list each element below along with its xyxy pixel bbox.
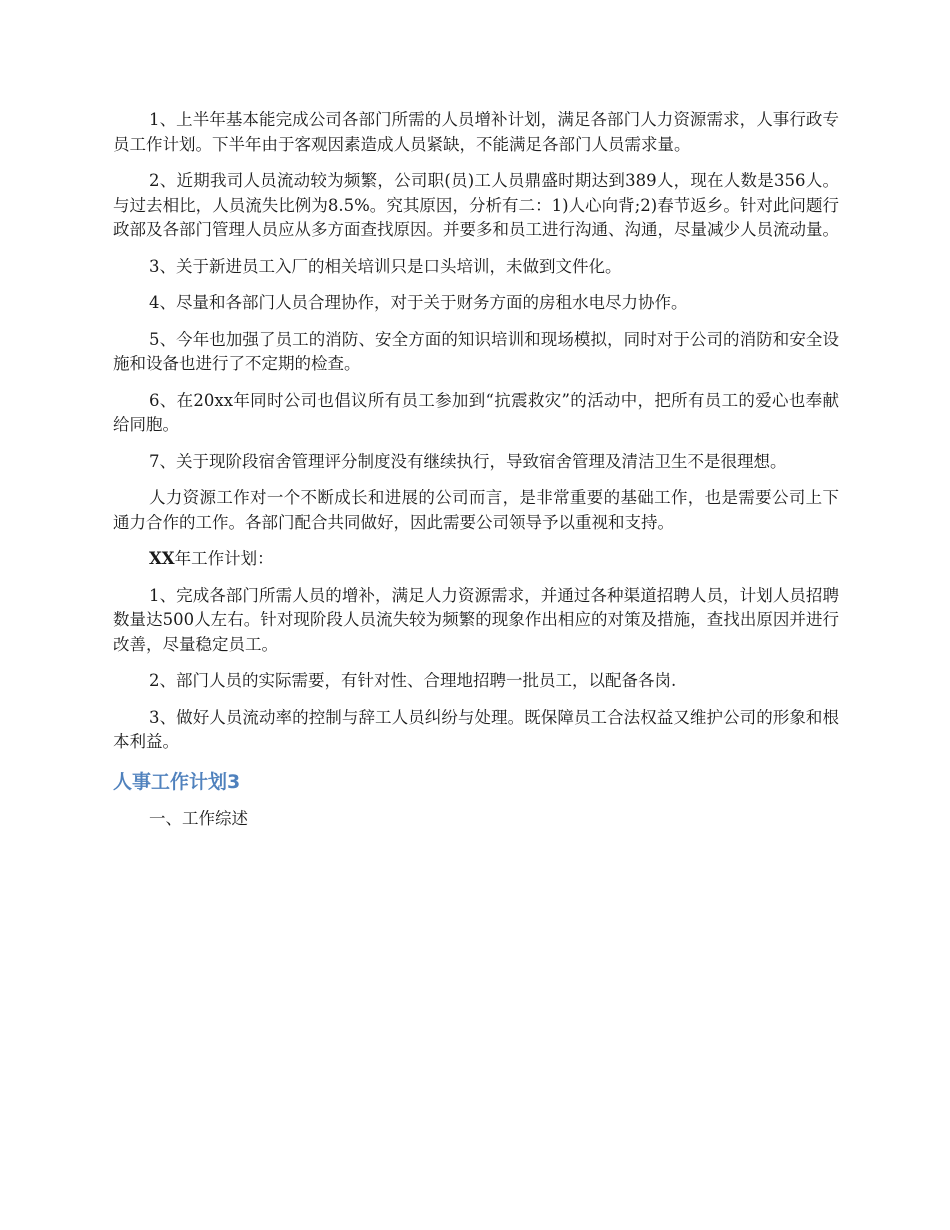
document-body <box>113 108 839 843</box>
paragraph-item-2: 2、近期我司人员流动较为频繁，公司职(员)工人员鼎盛时期达到389人，现在人数是356人。与过去相比，人员流失比例为8.5%。究其原因，分析有二：1)人心向背;2)春节返乡。针对此问题行政部及各部门管理人员应从多方面查找原因。并要多和员工进行沟通、沟通，尽量减少人员流动量。 <box>113 171 839 239</box>
plan-heading <box>113 547 839 572</box>
section-title: 人事工作计划3 <box>113 770 241 793</box>
paragraph-item-1: 1、上半年基本能完成公司各部门所需的人员增补计划，满足各部门人力资源需求，人事行政专员工作计划。下半年由于客观因素造成人员紧缺，不能满足各部门人员需求量。 <box>113 110 839 154</box>
paragraph-item-5: 5、今年也加强了员工的消防、安全方面的知识培训和现场模拟，同时对于公司的消防和安全设施和设备也进行了不定期的检查。 <box>113 329 839 373</box>
plan-heading-year: XX <box>149 549 175 568</box>
paragraph-item-6: 6、在20xx年同时公司也倡议所有员工参加到“抗震救灾”的活动中，把所有员工的爱心也奉献给同胞。 <box>113 390 839 434</box>
paragraph-item-3: 3、关于新进员工入厂的相关培训只是口头培训，未做到文件化。 <box>149 256 622 276</box>
paragraph-item-4: 4、尽量和各部门人员合理协作，对于关于财务方面的房租水电尽力协作。 <box>149 293 688 312</box>
paragraph-summary: 人力资源工作对一个不断成长和进展的公司而言，是非常重要的基础工作，也是需要公司上下通力合作的工作。各部门配合共同做好，因此需要公司领导予以重视和支持。 <box>113 488 839 532</box>
paragraph-item-7: 7、关于现阶段宿舍管理评分制度没有继续执行，导致宿舍管理及清洁卫生不是很理想。 <box>149 451 787 471</box>
plan-item-2: 2、部门人员的实际需要，有针对性、合理地招聘一批员工，以配备各岗. <box>149 671 677 690</box>
plan-item-1: 1、完成各部门所需人员的增补，满足人力资源需求，并通过各种渠道招聘人员，计划人员招聘数量达500人左右。针对现阶段人员流失较为频繁的现象作出相应的对策及措施，查找出原因并进行改善，尽量稳定员工。 <box>113 585 839 654</box>
plan-heading-text: 年工作计划： <box>174 549 274 568</box>
plan-item-3: 3、做好人员流动率的控制与辞工人员纠纷与处理。既保障员工合法权益又维护公司的形象和根本利益。 <box>113 707 839 751</box>
section-first-line: 一、工作综述 <box>149 808 248 828</box>
